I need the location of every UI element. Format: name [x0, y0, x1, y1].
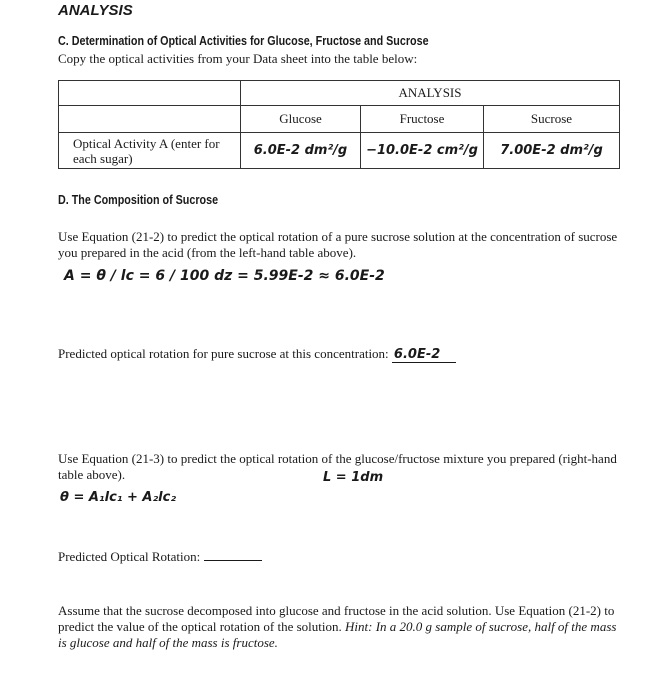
table-empty-label-header	[59, 106, 241, 133]
predicted-sucrose-answer[interactable]: 6.0E-2	[392, 347, 456, 363]
section-d-paragraph-1: Use Equation (21-2) to predict the optical rotation of a pure sucrose solution at the concentration of sucrose you prepared in the acid (from the left-hand table above).	[58, 229, 618, 260]
table-group-header: ANALYSIS	[241, 81, 620, 106]
table-empty-corner	[59, 81, 241, 106]
section-c-title: C. Determination of Optical Activities for Glucose, Fructose and Sucrose	[58, 34, 429, 48]
optical-activity-table	[58, 80, 620, 169]
cell-sucrose-value[interactable]: 7.00E-2 dm²/g	[484, 133, 620, 169]
row-label-optical-activity: Optical Activity A (enter for each sugar)	[59, 133, 241, 169]
predicted-rotation-answer-blank[interactable]	[204, 548, 262, 561]
column-header-sucrose: Sucrose	[484, 106, 620, 133]
handwritten-path-length: L = 1dm	[323, 470, 384, 485]
predicted-sucrose-line	[58, 346, 456, 363]
cell-fructose-value[interactable]: −10.0E-2 cm²/g	[361, 133, 484, 169]
section-d-title: D. The Composition of Sucrose	[58, 193, 219, 207]
cell-glucose-value[interactable]: 6.0E-2 dm²/g	[241, 133, 361, 169]
predicted-sucrose-label: Predicted optical rotation for pure sucrose at this concentration:	[58, 346, 389, 361]
predicted-rotation-label: Predicted Optical Rotation:	[58, 549, 201, 564]
predicted-rotation-line	[58, 548, 262, 565]
handwritten-equation-b: θ = A₁lc₁ + A₂lc₂	[60, 490, 177, 505]
section-d-paragraph-2: Use Equation (21-3) to predict the optical rotation of the glucose/fructose mixture you prepared (right-hand table above).	[58, 451, 617, 482]
section-d-paragraph-3-text: Assume that the sucrose decomposed into glucose and fructose in the acid solution. Use Equation (21-2) to predict the value of the optical rotation of the solution.	[58, 603, 615, 634]
hint-text: Hint: In a 20.0 g sample of sucrose, half of the mass is glucose and half of the mass is fructose.	[58, 619, 617, 650]
section-d-paragraph-3	[58, 603, 628, 651]
analysis-heading: ANALYSIS	[58, 2, 133, 19]
handwritten-equation-a: A = θ / lc = 6 / 100 dz = 5.99E-2 ≈ 6.0E-2	[64, 268, 385, 284]
column-header-glucose: Glucose	[241, 106, 361, 133]
column-header-fructose: Fructose	[361, 106, 484, 133]
section-c-instruction: Copy the optical activities from your Data sheet into the table below:	[58, 51, 418, 66]
